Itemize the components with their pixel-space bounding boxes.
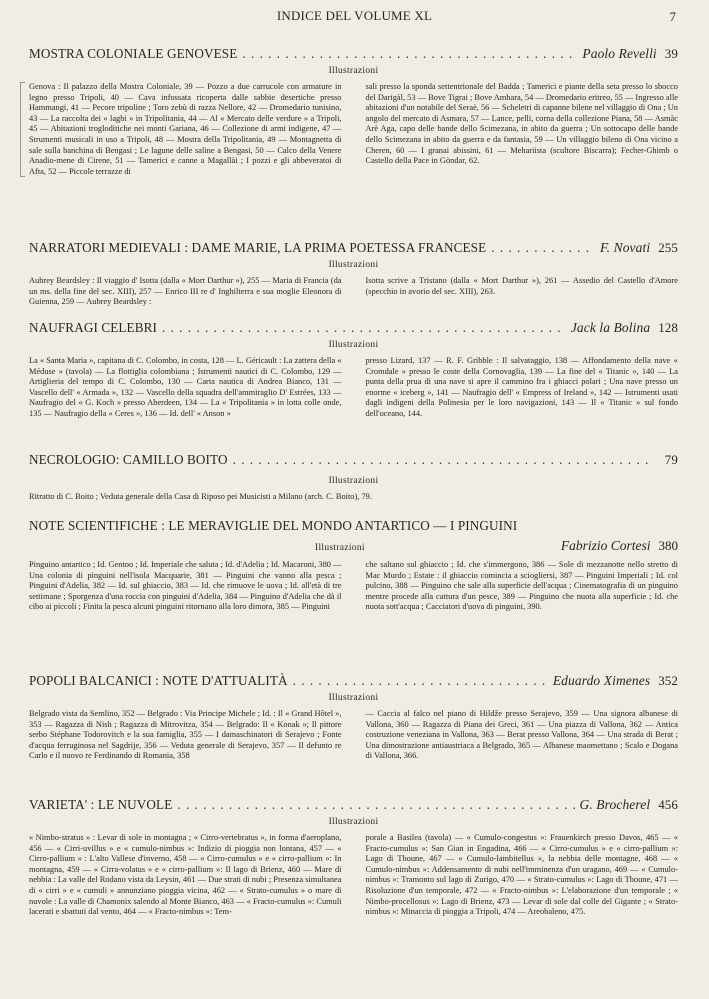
entry-author: G. Brocherel bbox=[579, 797, 651, 812]
entry-heading bbox=[29, 240, 678, 256]
entry-col-left: Pinguino antartico ; Id. Gentoo ; Id. Imperiale che saluta ; Id. d'Adelia ; Id. Macaroni, 380 — Una colonia di pinguini nell'isola Macquarie, 381 — Pinguini che vanno alla pesca ; Pinguini d'Adelia, 382 — Id. sul ghiaccio, 383 — Id. che rimuove le uova ; Id. all'età di tre settimane ; Sporgenza d'una roccia con pinguini d'Adelia, 384 — Pinguino d'Adelia che dà il cibo ai piccoli ; Finita la pesca alcuni pinguini ritornano alla loro dimora, 385 — Pinguini bbox=[29, 560, 342, 612]
entry-subtitle: Illustrazioni bbox=[328, 260, 379, 270]
entry-body bbox=[29, 82, 678, 177]
running-title: INDICE DEL VOLUME XL bbox=[276, 8, 433, 23]
entry-col-left: Genova : Il palazzo della Mostra Coloniale, 39 — Pozzo a due carrucole con armature in legno presso Tripoli, 40 — Cava infossata ricoperta dalle sabbie desertiche presso Hammangi, 41 — Pecore tripoline ; Toro zebù di razza Nellore, 42 — Dromedario tunisino, 43 — La raccolta dei « lagbi » in Tripolitania, 44 — Al « Mercato delle verdure » a Tripoli, 45 — Abitazioni trogloditiche nei monti Gariana, 46 — Collezione di armi indigene, 47 — Strumenti musicali in uso a Tripoli, 48 — Mostra della Tripolitania, 49 — Montagnetta di sale sulla banchina di Bengasi ; Le lagune delle saline a Bengasi, 50 — Calco della Venere Anadio-mene di Cirene, 51 — Tamerici e canne a Magallài ; I pozzi e gli abbeveratoi di Afta, 52 — Piccole terrazze di bbox=[29, 82, 342, 176]
entry-subtitle: Illustrazioni bbox=[328, 817, 379, 827]
entry-title: NOTE SCIENTIFICHE : LE MERAVIGLIE DEL MONDO ANTARTICO — I PINGUINI bbox=[29, 518, 518, 533]
index-entry-mostra-coloniale bbox=[29, 46, 678, 177]
entry-body bbox=[29, 356, 678, 420]
entry-col-left: Belgrado vista da Semlino, 352 — Belgrado : Via Principe Michele ; Id. : Il « Grand Hôtel », 353 — Ragazza di Nish ; Ragazza di Mitrovitza, 354 — Belgrado: Il « Konak »; Il pittore serbo Stéphane Todorovitch e la sua famiglia, 355 — I damaschinatori di Serajevo ; Fonte d'acqua ferruginosa nel Sagdrije, 356 — Veduta generale di Serajevo, 357 — Il defunto re Carlo e il nuovo re Ferdinando di Romania, 358 bbox=[29, 709, 342, 761]
leader-dots bbox=[177, 797, 574, 813]
entry-author: Jack la Bolina bbox=[570, 320, 651, 335]
entry-page: 128 bbox=[658, 320, 678, 335]
entry-title: VARIETA' : LE NUVOLE bbox=[29, 797, 173, 812]
entry-heading bbox=[29, 46, 678, 62]
index-entry-necrologio bbox=[29, 452, 678, 503]
index-entry-popoli-balcanici bbox=[29, 673, 678, 762]
entry-title: NECROLOGIO: CAMILLO BOITO bbox=[29, 452, 228, 467]
leader-dots bbox=[242, 46, 577, 62]
entry-author: Fabrizio Cortesi bbox=[560, 538, 651, 553]
entry-col-right: Isotta scrive a Tristano (dalla « Mort Darthur »), 261 — Assedio del Castello d'Amore (specchio in avorio del sec. XIII), 263. bbox=[365, 276, 678, 296]
index-entry-naufragi-celebri bbox=[29, 320, 678, 420]
entry-author: Eduardo Ximenes bbox=[552, 673, 651, 688]
entry-col-right: — Caccia al falco nel piano di Hildže presso Serajevo, 359 — Una signora albanese di Vallona, 360 — Ragazza di Piana dei Greci, 361 — Una piazza di Vallona, 362 — Antica costruzione veneziana in Vallona, 363 — Berat presso Vallona, 364 — Una strada di Berat ; Una dimostrazione antiaustriaca a Belgrado, 365 — Albanese maomettano ; Scalo e Dogana di Vallona, 366. bbox=[365, 709, 678, 761]
entry-subtitle: Illustrazioni bbox=[328, 66, 379, 76]
entry-subtitle: Illustrazioni bbox=[315, 543, 365, 553]
entry-subtitle: Illustrazioni bbox=[328, 476, 379, 486]
entry-col-right: sali presso la sponda settentrionale del Badda ; Tamerici e piante della seta presso lo sbocco del Darigàl, 53 — Bove Tigrai ; Bove Amhara, 54 — Dromedario eritreo, 55 — Ingresso alle abitazioni d'un notabile del Seraè, 56 — Scheletri di capanne bilene nel villaggio di Ona ; Un angolo del mercato di Asmara, 57 — Lance, pelli, corna della collezione Piana, 58 — Asmàc Arè Aga, capo delle bande dello Scimezana, in abito da guerra ; Un sottocapo delle bande dello Scimezana in abito da guerra e da fantasia, 59 — Un villaggio bileno di Ona vicino a Cheren, 60 — I granai abissini, 61 — Mehariista (scultore Biscarra); Fecher-Ghimb o Castello della Pace in Gòndar, 62. bbox=[365, 82, 678, 166]
entry-col-right: porale a Basilea (tavola) — « Cumulo-congestus »: Frauenkirch presso Davos, 465 — « Fracto-cumulus »: San Gian in Engadina, 466 — « Cirro-cumulus » e « cirro-pallium »: Lago di Thoune, 467 — « Cumulo-lambitellus », la nebbia delle montagne, 468 — « Cumulo-nimbus »: Addensamento di nubi nell'imminenza d'un uragano, 469 — « Cumulo-nimbus »: Tramonto sul lago di Zurigo, 470 — « Strato-cumulus »: Lago di Thoune, 471 — Risoluzione d'un temporale, 472 — « Fracto-nimbus »: L'elaborazione d'un temporale ; « Nimbo-procellosus »: Lago di Brienz, 473 — Levar di sole dal colle del Gigante ; « Strato-nimbus »: Minaccia di pioggia a Tripoli, 474 — Areobaleno, 475. bbox=[365, 833, 678, 917]
entry-heading bbox=[29, 673, 678, 689]
entry-subtitle: Illustrazioni bbox=[328, 693, 379, 703]
entry-page: 380 bbox=[658, 538, 678, 553]
entry-page: 79 bbox=[664, 452, 678, 467]
entry-subtitle: Illustrazioni bbox=[328, 340, 379, 350]
entry-col-left: « Nimbo-stratus » : Levar di sole in montagna ; « Cirro-vertebratus », in forma d'aeroplano, 456 — « Cirri-uvillus » e « cumulo-nimbus »: Indizio di pioggia non lontana, 457 — « Cirro-pallium » : L'alto Vallese d'inverno, 458 — « Cirro-cumulus » e « cirro-pallium »: In montagna, 459 — « Cirra-volatus » e « cirro-pallium »: Il lago di Brienz, 460 — Mare di nebbia : La valle del Rodano vista da Leysin, 461 — Due strati di nubi ; Presenza simultanea di « cirri » e « cumuli » annunziano pioggia vicina, 462 — « Strato-cumulus » o mare di nuvole : La valle di Chamonix salendo al Monte Bianco, 463 — « Fracto-cumulus »: Cumuli lacerati e sbattuti dal vento, 464 — « Fracto-nimbus »: Tem- bbox=[29, 833, 342, 917]
leader-dots bbox=[491, 240, 595, 256]
entry-page: 39 bbox=[664, 46, 678, 61]
bracket-mark bbox=[20, 82, 25, 177]
leader-dots bbox=[233, 452, 652, 468]
entry-col-left: La « Santa Maria », capitana di C. Colombo, in costa, 128 — L. Géricault : La zattera della « Méduse » (tavola) — La flottiglia colombiana ; Istrumenti nautici di C. Colombo, 129 — Artiglieria del tempo di C. Colombo, 130 — Carta nautica di Andrea Bianco, 131 — Vascello dell' « Armada », 132 — Vascello della squadra dell'ammiraglio D' Estrées, 133 — Naufragio del « G. Koch » presso Aberdeen, 134 — La « Tripolitania » in lotta colle onde, 135 — Naufragio della « Ceres », 136 — Id. dell' « Anson » bbox=[29, 356, 342, 418]
entry-author: Paolo Revelli bbox=[582, 46, 657, 61]
page-number: 7 bbox=[669, 9, 676, 24]
entry-heading bbox=[29, 320, 678, 336]
entry-title: NAUFRAGI CELEBRI bbox=[29, 320, 157, 335]
index-entry-narratori-medievali bbox=[29, 240, 678, 308]
entry-title: NARRATORI MEDIEVALI : DAME MARIE, LA PRIMA POETESSA FRANCESE bbox=[29, 240, 487, 255]
entry-author-line bbox=[29, 538, 678, 554]
index-entry-varieta-nuvole bbox=[29, 797, 678, 918]
entry-body bbox=[29, 833, 678, 918]
entry-col-left: Aubrey Beardsley : Il viaggio d' Isotta (dalla « Mort Darthur »), 255 — Maria di Francia (da un ms. della fine del sec. XIII), 257 — Enrico III re d' Inghilterra e sua moglie Eleonora di Guienna, 259 — Aubrey Beardsley : bbox=[29, 276, 342, 307]
entry-heading bbox=[29, 518, 678, 534]
entry-heading bbox=[29, 797, 678, 813]
entry-author: F. Novati bbox=[600, 240, 651, 255]
entry-body bbox=[29, 492, 678, 503]
entry-col-right: che saltano sul ghiaccio ; Id. che s'immergono, 386 — Sole di mezzanotte nello stretto di Mac Murdo ; Estate : il ghiaccio comincia a sciogliersi, 387 — Pinguini Imperiali ; Id. col pulcino, 388 — Pinguino che sale alla superficie dell'acqua ; Cinematografia di un pinguino mentre procede alla cattura d'un pesce, 389 — Pinguino che nuota alla superficie ; Id. che nuota sott'acqua ; Cacciatori d'uova di pinguini, 390. bbox=[365, 560, 678, 612]
entry-col-right: presso Lizard, 137 — R. F. Gribble : Il salvataggio, 138 — Affondamento della nave « Cromdale » presso le coste della Cornovaglia, 139 — La fine del « Titanic », 140 — La punta della prua di una nave si apre il cammino fra i ghiacci polari ; Una nave presso un enorme « iceberg », 141 — Naufragio dell' « Empress of Ireland », 142 — Istrumenti usati dagli indigeni della Polinesia per le loro navigazioni, 143 — Il « Titanic » sul fondo dell'oceano, 144. bbox=[365, 356, 678, 418]
entry-col-left: Ritratto di C. Boito ; Veduta generale della Casa di Riposo pei Musicisti a Milano (arch. C. Boito), 79. bbox=[29, 492, 372, 501]
entry-title: POPOLI BALCANICI : NOTE D'ATTUALITÀ bbox=[29, 673, 288, 688]
entry-heading bbox=[29, 452, 678, 468]
entry-body bbox=[29, 560, 678, 613]
leader-dots bbox=[162, 320, 566, 336]
entry-title: MOSTRA COLONIALE GENOVESE bbox=[29, 46, 238, 61]
entry-page: 255 bbox=[658, 240, 678, 255]
entry-body bbox=[29, 709, 678, 762]
entry-page: 456 bbox=[658, 797, 678, 812]
leader-dots bbox=[293, 673, 548, 689]
entry-page: 352 bbox=[658, 673, 678, 688]
index-entry-note-scientifiche bbox=[29, 518, 678, 613]
entry-body bbox=[29, 276, 678, 308]
